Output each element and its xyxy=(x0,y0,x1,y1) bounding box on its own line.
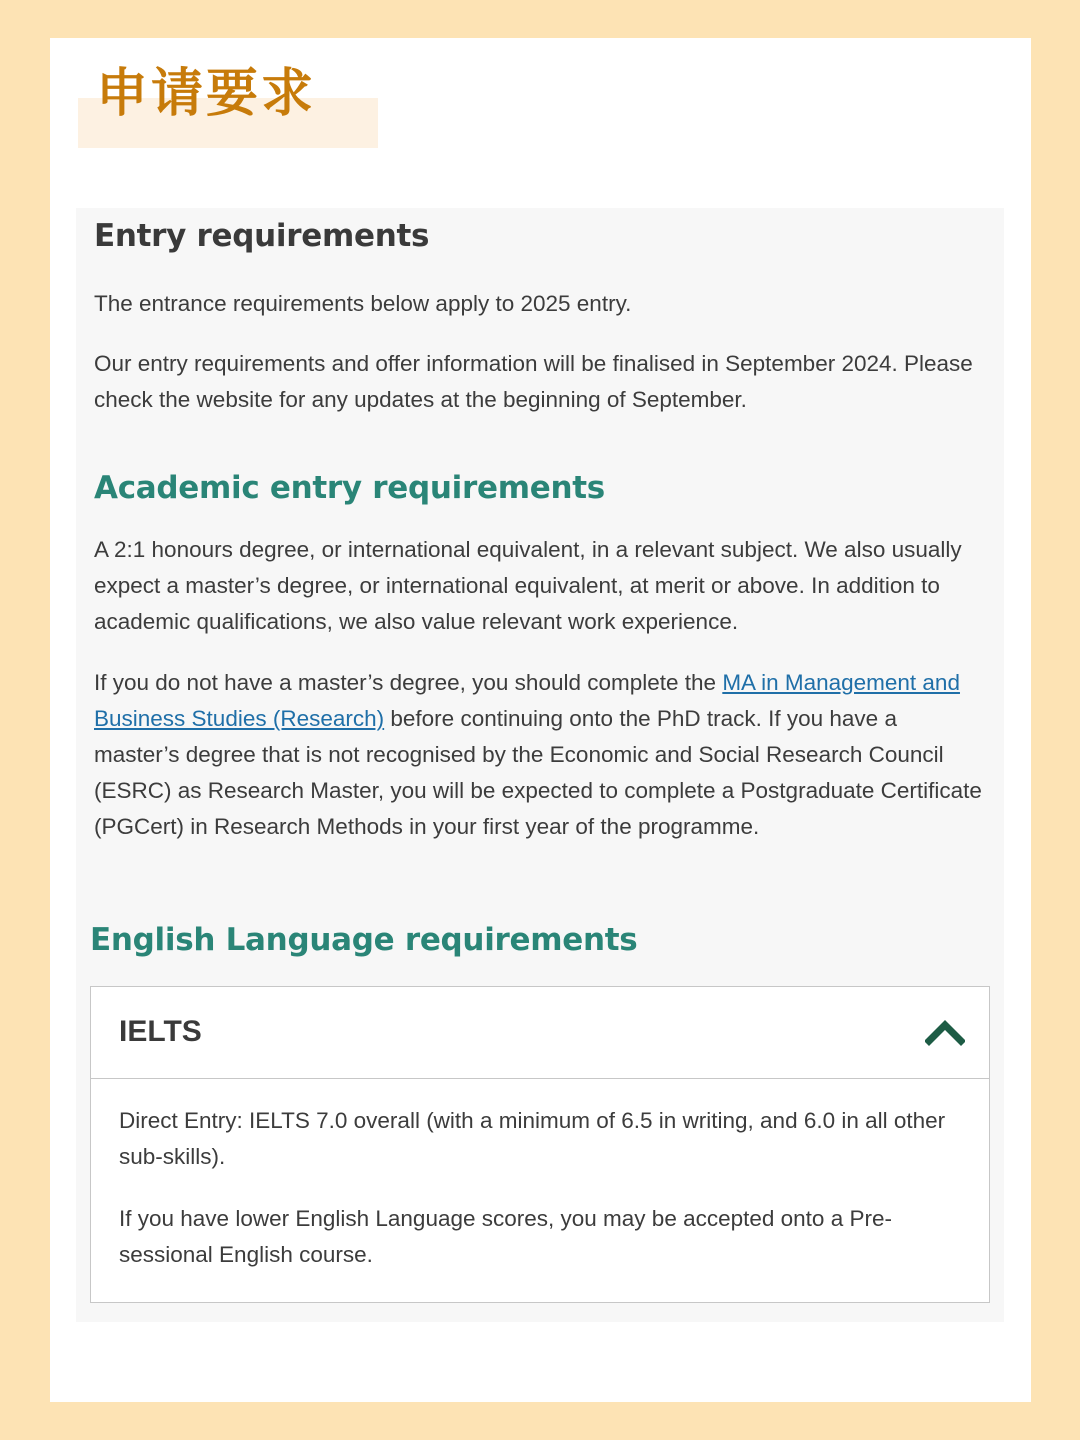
content-card xyxy=(50,38,1031,1402)
english-requirements-heading: English Language requirements xyxy=(90,922,638,958)
ma-management-link[interactable]: MA in Management and Business Studies (Research) xyxy=(94,670,960,731)
academic-masters-text xyxy=(94,665,984,845)
entry-intro-text: The entrance requirements below apply to 2025 entry. xyxy=(94,291,632,316)
ielts-accordion-header[interactable] xyxy=(91,987,989,1079)
masters-text-before: If you do not have a master’s degree, you should complete the xyxy=(94,670,723,695)
banner-title: 申请要求 xyxy=(96,64,317,124)
ielts-presessional-text: If you have lower English Language scores, you may be accepted onto a Pre-sessional English course. xyxy=(119,1206,892,1267)
ielts-accordion xyxy=(90,986,990,1303)
entry-requirements-heading: Entry requirements xyxy=(94,218,430,254)
chevron-up-icon[interactable] xyxy=(925,1017,965,1047)
academic-requirements-heading: Academic entry requirements xyxy=(94,470,605,506)
entry-finalised-text: Our entry requirements and offer information will be finalised in September 2024. Please check the website for any updates at the beginning of September. xyxy=(94,351,973,412)
ielts-accordion-title: IELTS xyxy=(119,1015,202,1048)
masters-text-after: before continuing onto the PhD track. If you have a master’s degree that is not recognised by the Economic and Social Research Council (ESRC) as Research Master, you will be expected to complete a Postgraduate Certificate (PGCert) in Research Methods in your first year of the programme. xyxy=(94,706,982,839)
ielts-direct-entry-text: Direct Entry: IELTS 7.0 overall (with a minimum of 6.5 in writing, and 6.0 in all other sub-skills). xyxy=(119,1108,946,1169)
academic-degree-text: A 2:1 honours degree, or international equivalent, in a relevant subject. We also usually expect a master’s degree, or international equivalent, at merit or above. In addition to academic qualifications, we also value relevant work experience. xyxy=(94,537,962,634)
